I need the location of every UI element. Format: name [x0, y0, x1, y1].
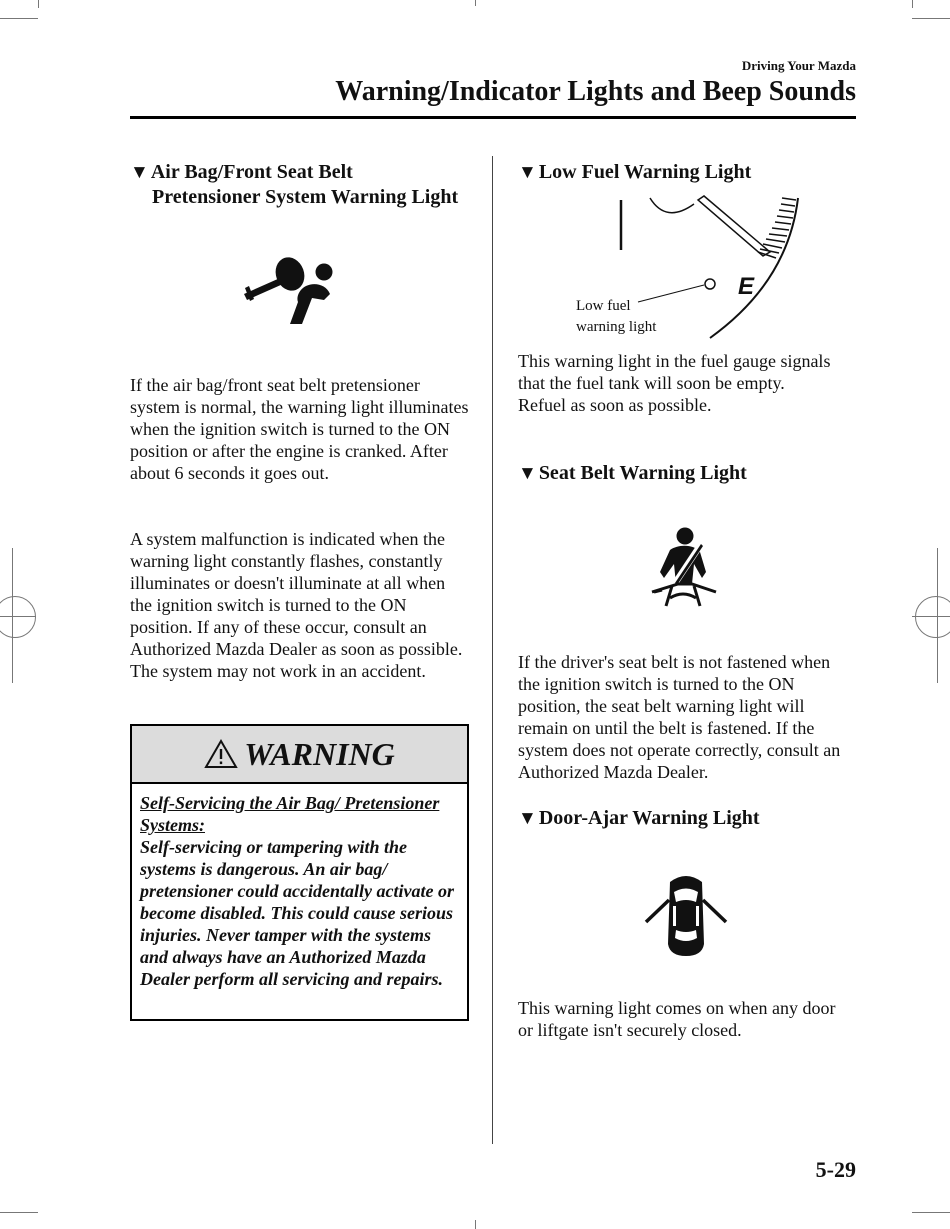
- gauge-empty-letter: E: [738, 273, 755, 300]
- crop-mark: [38, 0, 39, 8]
- warning-triangle-icon: [204, 739, 238, 769]
- seat-belt-heading-text: Seat Belt Warning Light: [538, 462, 747, 484]
- crop-mark: [475, 1220, 476, 1229]
- airbag-paragraph-1: If the air bag/front seat belt pretensioner system is normal, the warning light illuminates when the ignition switch is turned to the ON position or after the engine is cranked. After about 6 seconds it goes out.: [130, 375, 469, 483]
- triangle-bullet-icon: ▼: [518, 463, 537, 484]
- seat-belt-heading: [518, 461, 858, 486]
- warning-text: Self-servicing or tampering with the systems is dangerous. An air bag/ pretensioner could accidentally activate or become disabled. This could cause serious injuries. Never tamper with the systems and always have an Authorized Mazda Dealer perform all servicing and repairs.: [140, 837, 454, 989]
- registration-mark: [12, 548, 13, 683]
- low-fuel-paragraph-text-2: Refuel as soon as possible.: [518, 395, 712, 415]
- door-ajar-paragraph: This warning light comes on when any door or liftgate isn't securely closed.: [518, 998, 836, 1040]
- low-fuel-paragraph-text: This warning light in the fuel gauge signals that the fuel tank will soon be empty.: [518, 351, 831, 393]
- low-fuel-heading: [518, 160, 858, 185]
- airbag-heading-line2: Pretensioner System Warning Light: [152, 186, 459, 208]
- warning-subtitle: Self-Servicing the Air Bag/ Pretensioner Systems:: [140, 793, 440, 835]
- column-divider: [492, 156, 493, 1144]
- page-title: Warning/Indicator Lights and Beep Sounds: [335, 76, 856, 107]
- low-fuel-label-line1: Low fuel: [576, 298, 631, 314]
- crop-mark: [912, 0, 913, 8]
- seat-belt-paragraph: If the driver's seat belt is not fastened when the ignition switch is turned to the ON position, the seat belt warning light will remain on until the belt is fastened. If the system does not operate correctly, consult an Authorized Mazda Dealer.: [518, 652, 841, 782]
- crop-mark: [0, 1212, 38, 1213]
- warning-title-bar: [132, 726, 467, 784]
- low-fuel-heading-text: Low Fuel Warning Light: [538, 161, 752, 183]
- registration-mark: [0, 616, 36, 617]
- warning-body: [132, 784, 467, 990]
- registration-mark: [937, 548, 938, 683]
- registration-mark: [0, 596, 36, 638]
- registration-mark: [915, 596, 950, 638]
- triangle-bullet-icon: ▼: [518, 162, 537, 183]
- crop-mark: [912, 18, 950, 19]
- crop-mark: [475, 0, 476, 6]
- crop-mark: [0, 18, 38, 19]
- low-fuel-label-line2: warning light: [576, 319, 657, 335]
- crop-mark: [912, 1212, 950, 1213]
- door-ajar-heading: [518, 806, 858, 831]
- warning-box: [130, 724, 469, 1021]
- header-rule: [130, 116, 856, 119]
- door-ajar-heading-text: Door-Ajar Warning Light: [538, 807, 760, 829]
- warning-title: WARNING: [244, 735, 395, 772]
- triangle-bullet-icon: ▼: [130, 162, 149, 183]
- door-ajar-warning-icon: [640, 868, 732, 960]
- registration-mark: [912, 616, 950, 617]
- airbag-warning-icon: [240, 252, 340, 328]
- airbag-heading: [130, 160, 485, 209]
- seat-belt-warning-icon: [648, 526, 720, 610]
- page-number: 5-29: [815, 1157, 856, 1182]
- section-title: Driving Your Mazda: [741, 58, 856, 73]
- triangle-bullet-icon: ▼: [518, 808, 537, 829]
- airbag-heading-line1: Air Bag/Front Seat Belt: [150, 161, 353, 183]
- fuel-gauge-figure: [570, 192, 810, 340]
- airbag-paragraph-2: A system malfunction is indicated when the warning light constantly flashes, constantly illuminates or doesn't illuminate at all when the ignition switch is turned to the ON position. If any of these occur, consult an Authorized Mazda Dealer as soon as possible. The system may not work in an accident.: [130, 529, 463, 681]
- page-header: [130, 58, 856, 108]
- low-fuel-paragraph: [518, 350, 853, 416]
